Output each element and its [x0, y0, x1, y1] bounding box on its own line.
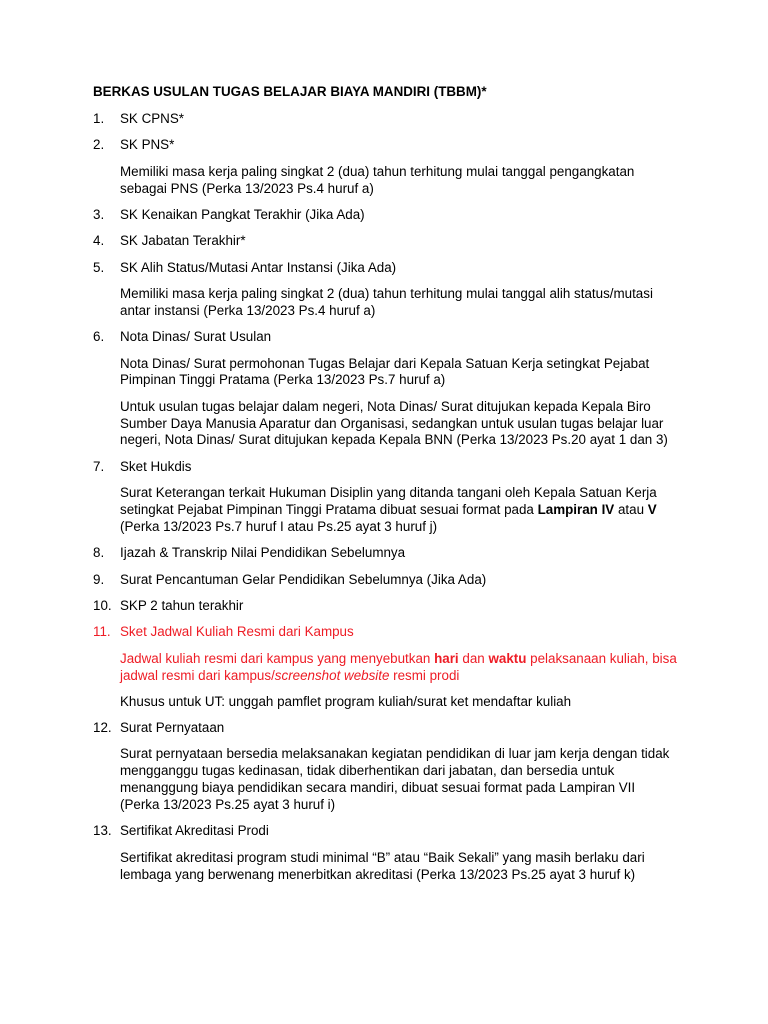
list-item-heading: Sertifikat Akreditasi Prodi	[120, 823, 269, 839]
list-item	[93, 111, 678, 128]
text-run: Nota Dinas/ Surat permohonan Tugas Belajar dari Kepala Satuan Kerja setingkat Pejabat Pimpinan Tinggi Pratama (Perka 13/2023 Ps.7 huruf a)	[120, 355, 650, 388]
list-item-number: 6.	[93, 329, 105, 345]
text-run: Surat pernyataan bersedia melaksanakan kegiatan pendidikan di luar jam kerja dengan tidak mengganggu tugas kedinasan, tidak diberhentikan dari jabatan, dan bersedia untuk menanggung biaya pendidikan secara mandiri, dibuat sesuai format pada Lampiran VII (Perka 13/2023 Ps.25 ayat 3 huruf i)	[120, 746, 670, 813]
list-item	[93, 572, 678, 589]
requirements-list	[93, 111, 678, 884]
text-run: pelaksanaan kuliah, bisa jadwal resmi dari kampus/	[120, 650, 677, 683]
text-run: screenshot website	[274, 667, 390, 683]
list-item-heading: Ijazah & Transkrip Nilai Pendidikan Sebelumnya	[120, 545, 406, 561]
list-item-heading: Sket Jadwal Kuliah Resmi dari Kampus	[120, 624, 354, 640]
list-item	[93, 823, 678, 840]
list-item-number: 1.	[93, 110, 105, 126]
list-item-number: 9.	[93, 571, 105, 587]
list-item	[93, 624, 678, 641]
list-item	[93, 545, 678, 562]
list-item-description	[93, 399, 678, 450]
list-item-description	[93, 651, 678, 685]
text-run: Jadwal kuliah resmi dari kampus yang menyebutkan	[120, 650, 435, 666]
list-item-number: 4.	[93, 233, 105, 249]
list-item	[93, 260, 678, 277]
list-item-description	[93, 485, 678, 536]
list-item-number: 12.	[93, 720, 112, 736]
document-page	[93, 84, 678, 893]
list-item-description	[93, 164, 678, 198]
list-item	[93, 233, 678, 250]
list-item-heading: SK PNS*	[120, 137, 175, 153]
list-item-number: 11.	[93, 624, 111, 640]
text-run: Surat Keterangan terkait Hukuman Disiplin yang ditanda tangani oleh Kepala Satuan Kerja setingkat Pejabat Pimpinan Tinggi Pratama dibuat sesuai format pada	[120, 485, 657, 517]
text-run: Memiliki masa kerja paling singkat 2 (dua) tahun terhitung mulai tanggal pengangkatan sebagai PNS (Perka 13/2023 Ps.4 huruf a)	[120, 163, 635, 196]
list-item-heading: Sket Hukdis	[120, 458, 192, 474]
list-item-heading: SK Alih Status/Mutasi Antar Instansi (Jika Ada)	[120, 259, 397, 275]
list-item	[93, 720, 678, 737]
list-item-number: 13.	[93, 823, 112, 839]
list-item-number: 2.	[93, 137, 105, 153]
list-item-description	[93, 286, 678, 320]
text-run: Khusus untuk UT: unggah pamflet program kuliah/surat ket mendaftar kuliah	[120, 693, 572, 709]
text-run: Lampiran IV	[537, 502, 615, 517]
list-item	[93, 598, 678, 615]
list-item-description	[93, 746, 678, 814]
list-item-description	[93, 356, 678, 390]
list-item	[93, 137, 678, 154]
list-item-number: 7.	[93, 458, 105, 474]
list-item-heading: Nota Dinas/ Surat Usulan	[120, 329, 272, 345]
list-item-heading: SKP 2 tahun terakhir	[120, 597, 244, 613]
text-run: Sertifikat akreditasi program studi minimal “B” atau “Baik Sekali” yang masih berlaku dari lembaga yang berwenang menerbitkan akreditasi (Perka 13/2023 Ps.25 ayat 3 huruf k)	[120, 849, 645, 882]
list-item-heading: SK CPNS*	[120, 110, 184, 126]
text-run: Untuk usulan tugas belajar dalam negeri, Nota Dinas/ Surat ditujukan kepada Kepala Biro Sumber Daya Manusia Aparatur dan Organisasi, sedangkan untuk usulan tugas belajar luar negeri, Nota Dinas/ Surat ditujukan kepada Kepala BNN (Perka 13/2023 Ps.20 ayat 1 dan 3)	[120, 398, 668, 448]
list-item-heading: Surat Pernyataan	[120, 720, 225, 736]
list-item-number: 5.	[93, 259, 105, 275]
text-run: atau	[614, 502, 648, 517]
list-item	[93, 207, 678, 224]
text-run: hari	[434, 650, 459, 666]
text-run: (Perka 13/2023 Ps.7 huruf I atau Ps.25 ayat 3 huruf j)	[120, 518, 438, 534]
list-item	[93, 329, 678, 346]
text-run: resmi prodi	[389, 667, 460, 683]
list-item-description	[93, 850, 678, 884]
text-run: waktu	[488, 650, 527, 666]
list-item-number: 3.	[93, 206, 105, 222]
text-run: V	[647, 502, 657, 517]
document-title: BERKAS USULAN TUGAS BELAJAR BIAYA MANDIRI (TBBM)*	[93, 84, 487, 99]
list-item	[93, 459, 678, 476]
list-item-number: 10.	[93, 597, 112, 613]
text-run: Memiliki masa kerja paling singkat 2 (dua) tahun terhitung mulai tanggal alih status/mutasi antar instansi (Perka 13/2023 Ps.4 huruf a)	[120, 286, 653, 318]
list-item-heading: SK Kenaikan Pangkat Terakhir (Jika Ada)	[120, 206, 365, 222]
list-item-description	[93, 694, 678, 711]
text-run: dan	[458, 650, 489, 666]
list-item-heading: SK Jabatan Terakhir*	[120, 233, 246, 249]
list-item-number: 8.	[93, 545, 105, 561]
list-item-heading: Surat Pencantuman Gelar Pendidikan Sebelumnya (Jika Ada)	[120, 571, 487, 587]
